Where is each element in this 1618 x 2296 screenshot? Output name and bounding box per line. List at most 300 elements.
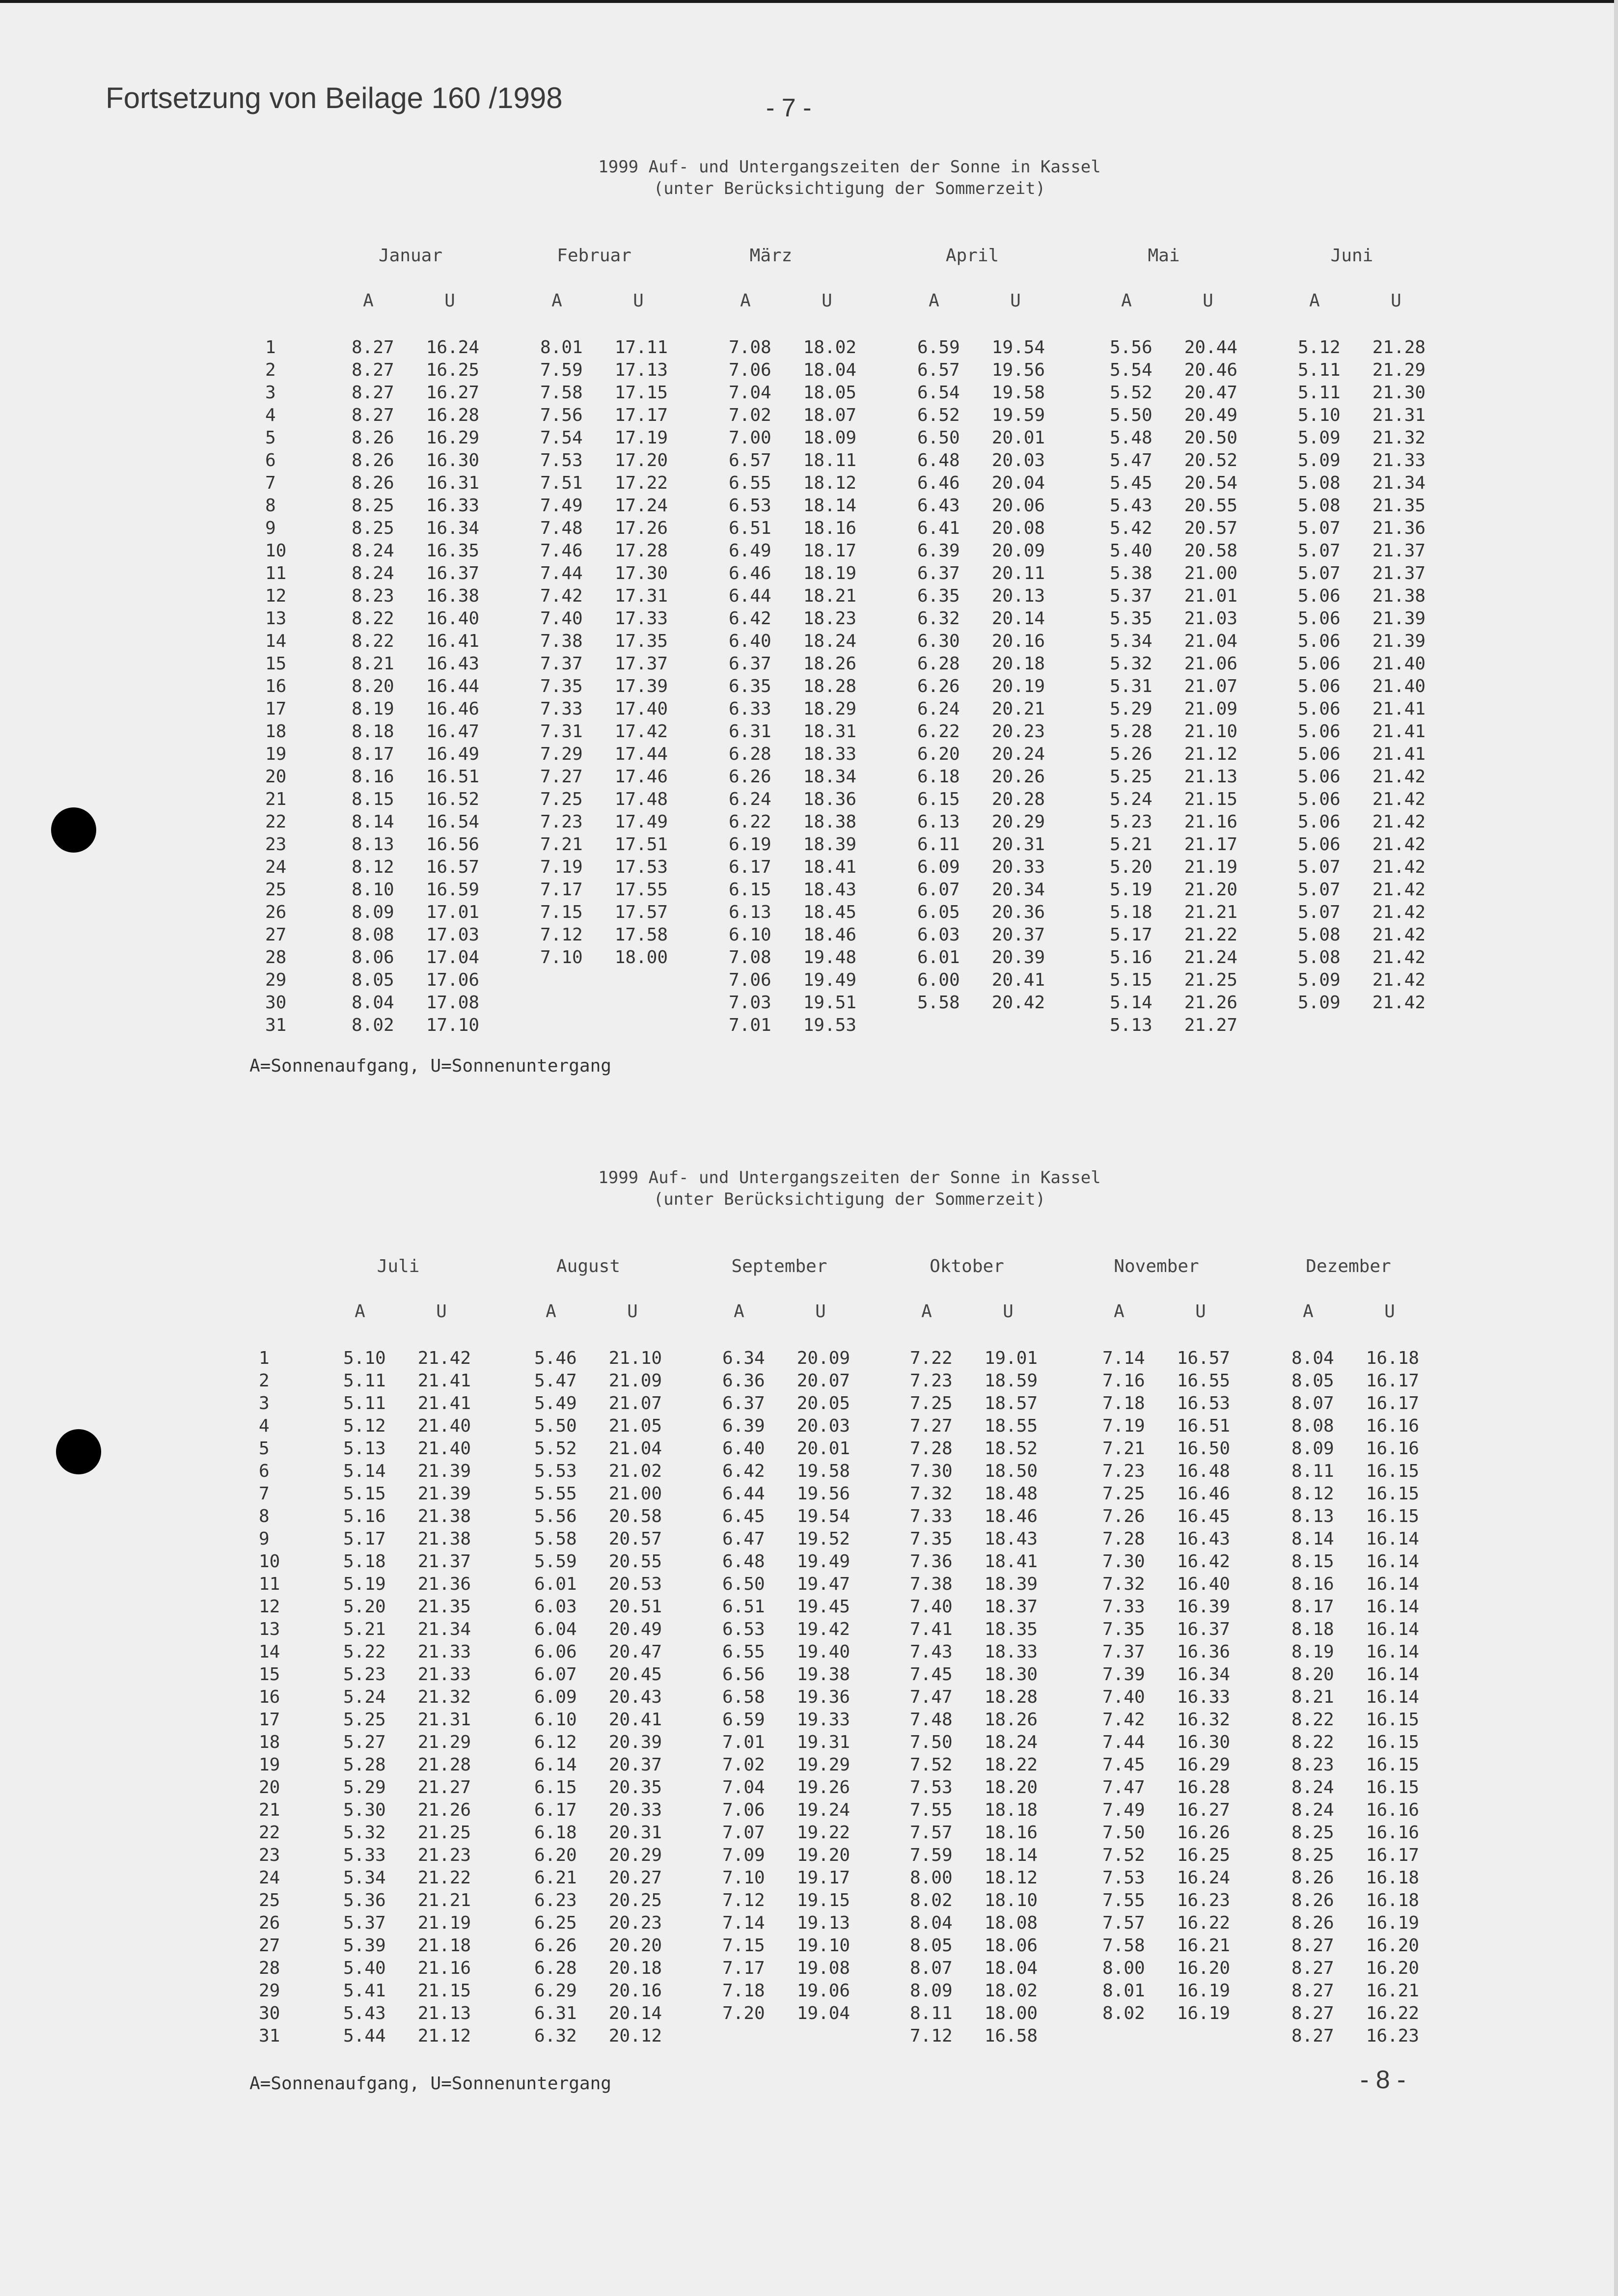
sun-time-row: 6.59 19.33	[722, 1710, 850, 1730]
sun-time-row: 5.11 21.41	[343, 1371, 471, 1391]
sun-time-row: 6.19 18.39	[729, 834, 857, 855]
sun-time-row: 8.00 16.20	[1102, 1958, 1231, 1978]
sun-time-row: 8.24 16.37	[352, 563, 480, 583]
sun-time-row: 7.23 16.48	[1102, 1461, 1231, 1481]
sun-time-row: 7.15 19.10	[722, 1936, 850, 1956]
sun-time-row: 7.48 18.26	[910, 1710, 1038, 1730]
sun-time-row: 6.50 20.01	[917, 428, 1045, 448]
day-number: 31	[265, 1015, 287, 1035]
month-times-column	[534, 1347, 662, 2047]
sun-time-row: 8.17 16.14	[1291, 1597, 1420, 1617]
month-times-column	[343, 1347, 471, 2047]
sunset-column-header: U	[627, 1301, 638, 1322]
day-number: 29	[265, 970, 287, 990]
day-number: 24	[259, 1868, 280, 1888]
sunrise-column-header: A	[921, 1301, 932, 1322]
sun-time-row: 7.12 16.58	[910, 2026, 1038, 2046]
sun-time-row: 6.50 19.47	[722, 1574, 850, 1594]
sun-time-row: 6.28 20.18	[534, 1958, 662, 1978]
day-number: 8	[265, 496, 276, 516]
sun-time-row: 5.40 21.16	[343, 1958, 471, 1978]
sun-time-row: 7.35 17.39	[540, 676, 668, 696]
sun-time-row: 5.24 21.32	[343, 1687, 471, 1707]
day-number: 1	[259, 1348, 270, 1368]
sun-time-row: 7.01 19.53	[729, 1015, 857, 1035]
sun-time-row: 8.19 16.46	[352, 699, 480, 719]
day-number: 18	[265, 721, 287, 742]
sun-time-row: 5.06 21.42	[1298, 834, 1426, 855]
day-number: 27	[259, 1936, 280, 1956]
day-number: 20	[265, 767, 287, 787]
sun-time-row: 7.35 18.43	[910, 1529, 1038, 1549]
sun-time-row: 7.57 16.22	[1102, 1913, 1231, 1933]
sun-time-row: 6.57 19.56	[917, 360, 1045, 380]
sun-time-row: 8.25 16.16	[1291, 1823, 1420, 1843]
sun-time-row: 7.36 18.41	[910, 1551, 1038, 1572]
month-name: Juli	[377, 1256, 420, 1276]
day-number: 30	[259, 2003, 280, 2023]
sun-time-row: 7.19 16.51	[1102, 1416, 1231, 1436]
sun-time-row: 7.26 16.45	[1102, 1506, 1231, 1526]
sun-time-row: 7.38 18.39	[910, 1574, 1038, 1594]
sun-time-row: 5.09 21.33	[1298, 450, 1426, 470]
sun-time-row: 7.44 16.30	[1102, 1732, 1231, 1752]
sun-time-row: 5.06 21.41	[1298, 721, 1426, 742]
sun-time-row: 7.50 16.26	[1102, 1823, 1231, 1843]
sun-time-row: 8.24 16.16	[1291, 1800, 1420, 1820]
sun-time-row: 5.46 21.10	[534, 1348, 662, 1368]
sun-time-row: 5.06 21.42	[1298, 789, 1426, 809]
sunset-column-header: U	[1203, 291, 1213, 311]
sun-time-row: 5.22 21.33	[343, 1642, 471, 1662]
page-top-edge	[0, 0, 1618, 3]
table-legend: A=Sonnenaufgang, U=Sonnenuntergang	[249, 1056, 611, 1076]
day-number: 9	[259, 1529, 270, 1549]
sun-time-row: 8.02 16.19	[1102, 2003, 1231, 2023]
sun-time-row: 7.10 19.17	[722, 1868, 850, 1888]
sun-time-row: 5.50 20.49	[1110, 405, 1238, 425]
month-times-column	[729, 336, 856, 1037]
sun-time-row: 8.21 16.43	[352, 654, 480, 674]
sun-time-row: 8.13 16.56	[352, 834, 480, 855]
sun-time-row: 7.23 18.59	[910, 1371, 1038, 1391]
sun-time-row: 7.06 19.49	[729, 970, 857, 990]
sun-time-row: 7.59 17.13	[540, 360, 668, 380]
sun-time-row: 6.56 19.38	[722, 1664, 850, 1685]
sun-time-row: 5.13 21.27	[1110, 1015, 1238, 1035]
sun-time-row: 8.01 17.11	[540, 337, 668, 358]
sun-time-row: 7.57 18.16	[910, 1823, 1038, 1843]
sun-time-row: 6.42 19.58	[722, 1461, 850, 1481]
sun-time-row: 7.53 18.20	[910, 1777, 1038, 1798]
sun-time-row: 8.05 16.17	[1291, 1371, 1420, 1391]
sun-time-row: 7.39 16.34	[1102, 1664, 1231, 1685]
sun-time-row: 6.21 20.27	[534, 1868, 662, 1888]
sun-time-row: 8.02 17.10	[352, 1015, 480, 1035]
sun-time-row: 5.10 21.42	[343, 1348, 471, 1368]
sun-time-row: 6.05 20.36	[917, 902, 1045, 922]
sun-time-row: 6.47 19.52	[722, 1529, 850, 1549]
sun-time-row: 7.33 18.46	[910, 1506, 1038, 1526]
sun-time-row: 6.15 18.43	[729, 880, 857, 900]
sun-time-row: 7.42 17.31	[540, 586, 668, 606]
sun-time-row: 7.21 16.50	[1102, 1438, 1231, 1459]
sun-time-row: 6.39 20.09	[917, 541, 1045, 561]
sun-time-row: 5.48 20.50	[1110, 428, 1238, 448]
sunset-column-header: U	[1010, 291, 1021, 311]
sun-time-row: 8.26 16.18	[1291, 1868, 1420, 1888]
sun-time-row: 5.52 21.04	[534, 1438, 662, 1459]
sun-time-row: 5.11 21.29	[1298, 360, 1426, 380]
sun-time-row: 5.38 21.00	[1110, 563, 1238, 583]
sun-time-row: 8.14 16.14	[1291, 1529, 1420, 1549]
sun-time-row: 8.07 18.04	[910, 1958, 1038, 1978]
month-name: Juni	[1330, 246, 1373, 266]
sun-time-row: 8.20 16.44	[352, 676, 480, 696]
table-title: 1999 Auf- und Untergangszeiten der Sonne in Kassel	[598, 1168, 1101, 1188]
day-number: 1	[265, 337, 276, 358]
sun-time-row: 6.18 20.26	[917, 767, 1045, 787]
sun-time-row: 5.08 21.34	[1298, 473, 1426, 493]
sun-time-row: 6.09 20.33	[917, 857, 1045, 877]
sunset-column-header: U	[815, 1301, 826, 1322]
sun-time-row: 5.06 21.41	[1298, 744, 1426, 764]
sun-time-row: 7.27 18.55	[910, 1416, 1038, 1436]
sun-time-row: 5.33 21.23	[343, 1845, 471, 1865]
sun-time-row: 8.27 16.20	[1291, 1936, 1420, 1956]
sun-time-row: 6.44 18.21	[729, 586, 857, 606]
sun-time-row: 5.06 21.40	[1298, 654, 1426, 674]
day-number: 23	[265, 834, 287, 855]
sun-time-row: 7.17 17.55	[540, 880, 668, 900]
sun-time-row: 8.16 16.51	[352, 767, 480, 787]
sun-time-row: 8.27 16.27	[352, 383, 480, 403]
sun-time-row: 6.15 20.35	[534, 1777, 662, 1798]
sun-time-row: 6.12 20.39	[534, 1732, 662, 1752]
sun-time-row: 7.06 19.24	[722, 1800, 850, 1820]
sun-time-row: 7.40 18.37	[910, 1597, 1038, 1617]
sun-time-row: 7.55 16.23	[1102, 1890, 1231, 1910]
sun-time-row: 5.39 21.18	[343, 1936, 471, 1956]
sun-time-row: 6.58 19.36	[722, 1687, 850, 1707]
sun-time-row: 6.52 19.59	[917, 405, 1045, 425]
sunrise-column-header: A	[734, 1301, 744, 1322]
sun-time-row: 7.12 19.15	[722, 1890, 850, 1910]
sun-time-row: 6.11 20.31	[917, 834, 1045, 855]
sun-time-row: 5.54 20.46	[1110, 360, 1238, 380]
month-times-column	[910, 1347, 1038, 2047]
sun-time-row: 5.26 21.12	[1110, 744, 1238, 764]
sun-time-row: 8.02 18.10	[910, 1890, 1038, 1910]
sun-time-row: 8.09 17.01	[352, 902, 480, 922]
day-number: 30	[265, 993, 287, 1013]
day-number: 15	[265, 654, 287, 674]
sun-time-row: 6.18 20.31	[534, 1823, 662, 1843]
sun-time-row: 5.06 21.41	[1298, 699, 1426, 719]
table-legend: A=Sonnenaufgang, U=Sonnenuntergang	[249, 2074, 611, 2094]
sun-time-row: 5.08 21.42	[1298, 947, 1426, 968]
sun-time-row: 5.41 21.15	[343, 1981, 471, 2001]
sun-time-row: 7.53 17.20	[540, 450, 668, 470]
sun-time-row: 5.17 21.22	[1110, 925, 1238, 945]
sunset-column-header: U	[1391, 291, 1401, 311]
sun-time-row: 5.47 20.52	[1110, 450, 1238, 470]
month-times-column	[722, 1347, 850, 2025]
sun-time-row: 6.35 20.13	[917, 586, 1045, 606]
sun-time-row: 6.26 20.20	[534, 1936, 662, 1956]
month-name: September	[731, 1256, 827, 1276]
sun-time-row: 7.43 18.33	[910, 1642, 1038, 1662]
month-name: November	[1114, 1256, 1199, 1276]
sun-time-row: 7.42 16.32	[1102, 1710, 1231, 1730]
sun-time-row: 5.56 20.44	[1110, 337, 1238, 358]
sun-time-row: 8.11 16.15	[1291, 1461, 1420, 1481]
sun-time-row: 6.46 20.04	[917, 473, 1045, 493]
sun-time-row: 6.04 20.49	[534, 1619, 662, 1639]
sun-time-row: 8.06 17.04	[352, 947, 480, 968]
sun-time-row: 8.21 16.14	[1291, 1687, 1420, 1707]
sun-time-row: 5.15 21.39	[343, 1484, 471, 1504]
month-times-column	[1291, 1347, 1419, 2047]
sun-time-row: 7.14 19.13	[722, 1913, 850, 1933]
sun-time-row: 8.18 16.47	[352, 721, 480, 742]
sun-time-row: 5.19 21.36	[343, 1574, 471, 1594]
sun-time-row: 7.18 16.53	[1102, 1393, 1231, 1413]
sun-time-row: 5.37 21.01	[1110, 586, 1238, 606]
sun-time-row: 7.25 17.48	[540, 789, 668, 809]
day-number: 10	[265, 541, 287, 561]
sun-time-row: 8.27 16.20	[1291, 1958, 1420, 1978]
sun-time-row: 8.15 16.14	[1291, 1551, 1420, 1572]
month-name: Februar	[557, 246, 631, 266]
sun-time-row: 8.19 16.14	[1291, 1642, 1420, 1662]
sun-time-row: 7.03 19.51	[729, 993, 857, 1013]
table-title: 1999 Auf- und Untergangszeiten der Sonne in Kassel	[598, 157, 1101, 177]
month-times-column	[1110, 336, 1237, 1037]
sun-time-row: 8.04 18.08	[910, 1913, 1038, 1933]
sun-time-row: 6.53 19.42	[722, 1619, 850, 1639]
sun-time-row: 5.53 21.02	[534, 1461, 662, 1481]
sun-time-row: 8.27 16.21	[1291, 1981, 1420, 2001]
sun-time-row: 7.41 18.35	[910, 1619, 1038, 1639]
sun-time-row: 5.07 21.42	[1298, 857, 1426, 877]
sun-time-row: 5.07 21.37	[1298, 541, 1426, 561]
sun-time-row: 7.16 16.55	[1102, 1371, 1231, 1391]
sun-time-row: 6.44 19.56	[722, 1484, 850, 1504]
month-times-column	[352, 336, 479, 1037]
sun-time-row: 6.10 20.41	[534, 1710, 662, 1730]
sun-time-row: 8.26 16.19	[1291, 1913, 1420, 1933]
sun-time-row: 6.46 18.19	[729, 563, 857, 583]
sunset-column-header: U	[1384, 1301, 1395, 1322]
sun-time-row: 6.43 20.06	[917, 496, 1045, 516]
sun-time-row: 5.07 21.42	[1298, 902, 1426, 922]
sun-time-row: 7.08 18.02	[729, 337, 857, 358]
sun-time-row: 5.30 21.26	[343, 1800, 471, 1820]
day-number: 3	[265, 383, 276, 403]
sun-time-row: 7.59 18.14	[910, 1845, 1038, 1865]
sun-time-row: 8.15 16.52	[352, 789, 480, 809]
day-number: 21	[259, 1800, 280, 1820]
sun-time-row: 6.39 20.03	[722, 1416, 850, 1436]
sun-time-row: 6.28 20.18	[917, 654, 1045, 674]
punch-hole-upper	[51, 807, 96, 853]
sun-time-row: 5.07 21.42	[1298, 880, 1426, 900]
sun-time-row: 6.26 18.34	[729, 767, 857, 787]
day-number: 12	[265, 586, 287, 606]
sun-time-row: 5.42 20.57	[1110, 518, 1238, 538]
sun-time-row: 5.32 21.25	[343, 1823, 471, 1843]
day-number: 12	[259, 1597, 280, 1617]
sun-time-row: 8.27 16.23	[1291, 2026, 1420, 2046]
sunrise-column-header: A	[1121, 291, 1132, 311]
sun-time-row: 8.20 16.14	[1291, 1664, 1420, 1685]
day-number: 25	[259, 1890, 280, 1910]
sun-time-row: 5.18 21.21	[1110, 902, 1238, 922]
punch-hole-lower	[56, 1429, 101, 1474]
day-number: 19	[265, 744, 287, 764]
sun-time-row: 7.15 17.57	[540, 902, 668, 922]
sun-time-row: 7.49 16.27	[1102, 1800, 1231, 1820]
sun-time-row: 5.06 21.39	[1298, 631, 1426, 651]
sun-time-row: 5.45 20.54	[1110, 473, 1238, 493]
sun-time-row: 7.08 19.48	[729, 947, 857, 968]
sun-time-row: 8.04 17.08	[352, 993, 480, 1013]
sun-time-row: 8.24 16.15	[1291, 1777, 1420, 1798]
sun-time-row: 8.00 18.12	[910, 1868, 1038, 1888]
month-name: Dezember	[1306, 1256, 1391, 1276]
sun-time-row: 5.18 21.37	[343, 1551, 471, 1572]
sun-time-row: 5.55 21.00	[534, 1484, 662, 1504]
sun-time-row: 5.16 21.38	[343, 1506, 471, 1526]
sun-time-row: 8.12 16.15	[1291, 1484, 1420, 1504]
day-number: 31	[259, 2026, 280, 2046]
sun-time-row: 7.29 17.44	[540, 744, 668, 764]
sun-time-row: 6.28 18.33	[729, 744, 857, 764]
sun-time-row: 5.09 21.42	[1298, 970, 1426, 990]
sun-time-row: 8.22 16.40	[352, 609, 480, 629]
sun-time-row: 8.25 16.33	[352, 496, 480, 516]
sun-time-row: 5.11 21.30	[1298, 383, 1426, 403]
month-name: März	[749, 246, 793, 266]
sun-time-row: 5.21 21.17	[1110, 834, 1238, 855]
sun-time-row: 5.59 20.55	[534, 1551, 662, 1572]
sun-time-row: 5.28 21.28	[343, 1755, 471, 1775]
sun-time-row: 6.34 20.09	[722, 1348, 850, 1368]
sun-time-row: 5.09 21.32	[1298, 428, 1426, 448]
sun-time-row: 7.45 16.29	[1102, 1755, 1231, 1775]
day-number: 22	[259, 1823, 280, 1843]
sun-time-row: 7.56 17.17	[540, 405, 668, 425]
sun-time-row: 5.07 21.37	[1298, 563, 1426, 583]
sun-time-row: 6.53 18.14	[729, 496, 857, 516]
sunrise-column-header: A	[363, 291, 374, 311]
day-number: 27	[265, 925, 287, 945]
sun-time-row: 6.48 20.03	[917, 450, 1045, 470]
sun-time-row: 5.16 21.24	[1110, 947, 1238, 968]
month-name: April	[945, 246, 999, 266]
sun-time-row: 7.44 17.30	[540, 563, 668, 583]
sun-time-row: 8.22 16.15	[1291, 1732, 1420, 1752]
page-right-edge	[1614, 0, 1618, 2296]
sun-time-row: 6.55 19.40	[722, 1642, 850, 1662]
sun-time-row: 8.01 16.19	[1102, 1981, 1231, 2001]
sunrise-column-header: A	[355, 1301, 365, 1322]
day-number: 21	[265, 789, 287, 809]
sun-time-row: 6.10 18.46	[729, 925, 857, 945]
page-number-top: - 7 -	[766, 94, 812, 122]
sun-time-row: 7.48 17.26	[540, 518, 668, 538]
sun-time-row: 6.03 20.37	[917, 925, 1045, 945]
sun-time-row: 5.06 21.42	[1298, 767, 1426, 787]
sun-time-row: 7.06 18.04	[729, 360, 857, 380]
day-number: 15	[259, 1664, 280, 1685]
sun-time-row: 8.23 16.38	[352, 586, 480, 606]
sun-time-row: 6.42 18.23	[729, 609, 857, 629]
sun-time-row: 7.25 18.57	[910, 1393, 1038, 1413]
sun-time-row: 7.46 17.28	[540, 541, 668, 561]
sun-time-row: 5.23 21.33	[343, 1664, 471, 1685]
sun-time-row: 6.51 19.45	[722, 1597, 850, 1617]
sun-time-row: 7.53 16.24	[1102, 1868, 1231, 1888]
sun-time-row: 6.30 20.16	[917, 631, 1045, 651]
sun-time-row: 6.22 18.38	[729, 812, 857, 832]
day-number: 10	[259, 1551, 280, 1572]
sun-time-row: 6.23 20.25	[534, 1890, 662, 1910]
sun-time-row: 5.20 21.19	[1110, 857, 1238, 877]
sun-time-row: 5.43 21.13	[343, 2003, 471, 2023]
sun-time-row: 7.49 17.24	[540, 496, 668, 516]
day-number: 4	[265, 405, 276, 425]
sun-time-row: 8.05 17.06	[352, 970, 480, 990]
day-number: 29	[259, 1981, 280, 2001]
month-times-column	[1298, 336, 1426, 1014]
sun-time-row: 8.25 16.17	[1291, 1845, 1420, 1865]
sun-time-row: 5.23 21.16	[1110, 812, 1238, 832]
day-number: 2	[265, 360, 276, 380]
sun-time-row: 5.29 21.09	[1110, 699, 1238, 719]
day-number: 5	[265, 428, 276, 448]
sun-time-row: 8.26 16.18	[1291, 1890, 1420, 1910]
sunset-column-header: U	[1195, 1301, 1206, 1322]
sun-time-row: 6.48 19.49	[722, 1551, 850, 1572]
sun-time-row: 7.12 17.58	[540, 925, 668, 945]
sun-time-row: 7.58 16.21	[1102, 1936, 1231, 1956]
sun-time-row: 8.05 18.06	[910, 1936, 1038, 1956]
table-subtitle: (unter Berücksichtigung der Sommerzeit)	[653, 1189, 1046, 1209]
sun-time-row: 5.34 21.22	[343, 1868, 471, 1888]
sun-time-row: 7.33 17.40	[540, 699, 668, 719]
sun-time-row: 7.28 16.43	[1102, 1529, 1231, 1549]
sun-time-row: 5.34 21.04	[1110, 631, 1238, 651]
sun-time-row: 5.09 21.42	[1298, 993, 1426, 1013]
sun-time-row: 8.12 16.57	[352, 857, 480, 877]
sun-time-row: 8.13 16.15	[1291, 1506, 1420, 1526]
sun-time-row: 5.07 21.36	[1298, 518, 1426, 538]
sun-time-row: 7.10 18.00	[540, 947, 668, 968]
sun-time-row: 5.08 21.35	[1298, 496, 1426, 516]
sunset-column-header: U	[1003, 1301, 1014, 1322]
sunset-column-header: U	[633, 291, 644, 311]
table-subtitle: (unter Berücksichtigung der Sommerzeit)	[653, 179, 1046, 198]
sun-time-row: 6.03 20.51	[534, 1597, 662, 1617]
sun-time-row: 5.12 21.28	[1298, 337, 1426, 358]
sunset-column-header: U	[822, 291, 832, 311]
sun-time-row: 6.37 20.05	[722, 1393, 850, 1413]
day-number: 11	[259, 1574, 280, 1594]
sun-time-row: 8.08 16.16	[1291, 1416, 1420, 1436]
sun-time-row: 7.32 18.48	[910, 1484, 1038, 1504]
